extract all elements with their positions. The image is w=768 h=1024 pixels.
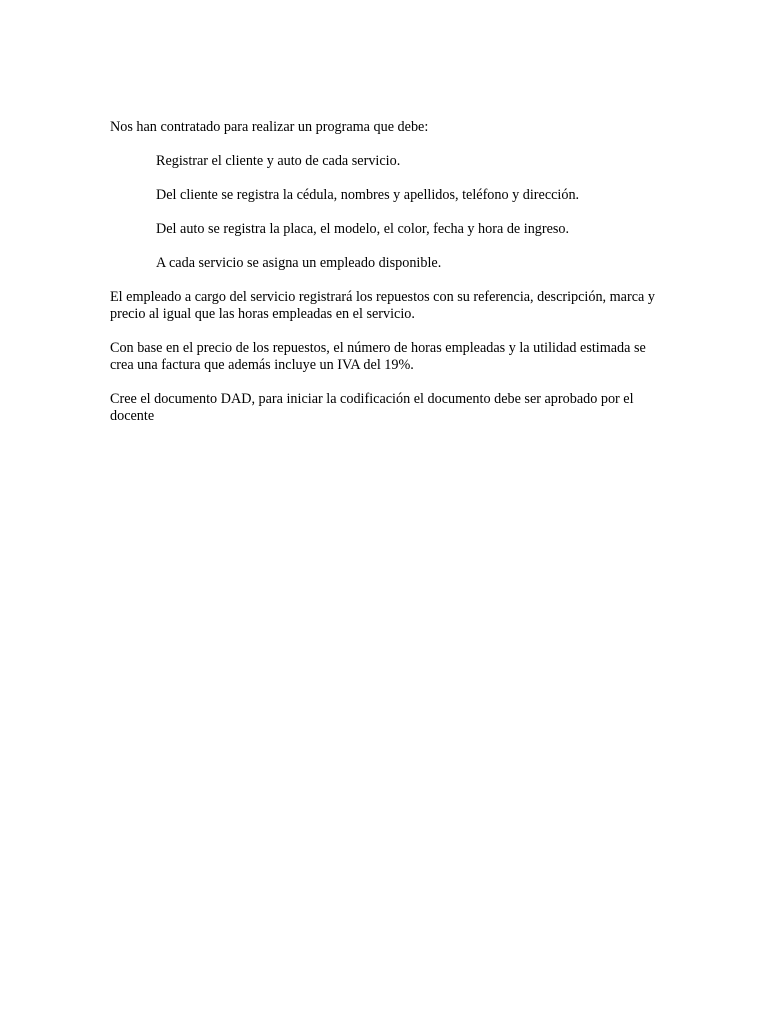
- employee-paragraph: El empleado a cargo del servicio registrará los repuestos con su referencia, descripción, marca y precio al igual que las horas empleadas en el servicio.: [110, 289, 655, 322]
- document-body: [110, 119, 670, 442]
- requirement-item: A cada servicio se asigna un empleado disponible.: [156, 255, 442, 271]
- requirement-item: Del auto se registra la placa, el modelo, el color, fecha y hora de ingreso.: [156, 221, 570, 237]
- intro-paragraph: Nos han contratado para realizar un programa que debe:: [110, 119, 429, 135]
- closing-paragraph: Cree el documento DAD, para iniciar la codificación el documento debe ser aprobado por el docente: [110, 391, 634, 424]
- requirement-item: Del cliente se registra la cédula, nombres y apellidos, teléfono y dirección.: [156, 187, 580, 203]
- invoice-paragraph: Con base en el precio de los repuestos, el número de horas empleadas y la utilidad estimada se crea una factura que además incluye un IVA del 19%.: [110, 340, 646, 373]
- requirement-item: Registrar el cliente y auto de cada servicio.: [156, 153, 401, 169]
